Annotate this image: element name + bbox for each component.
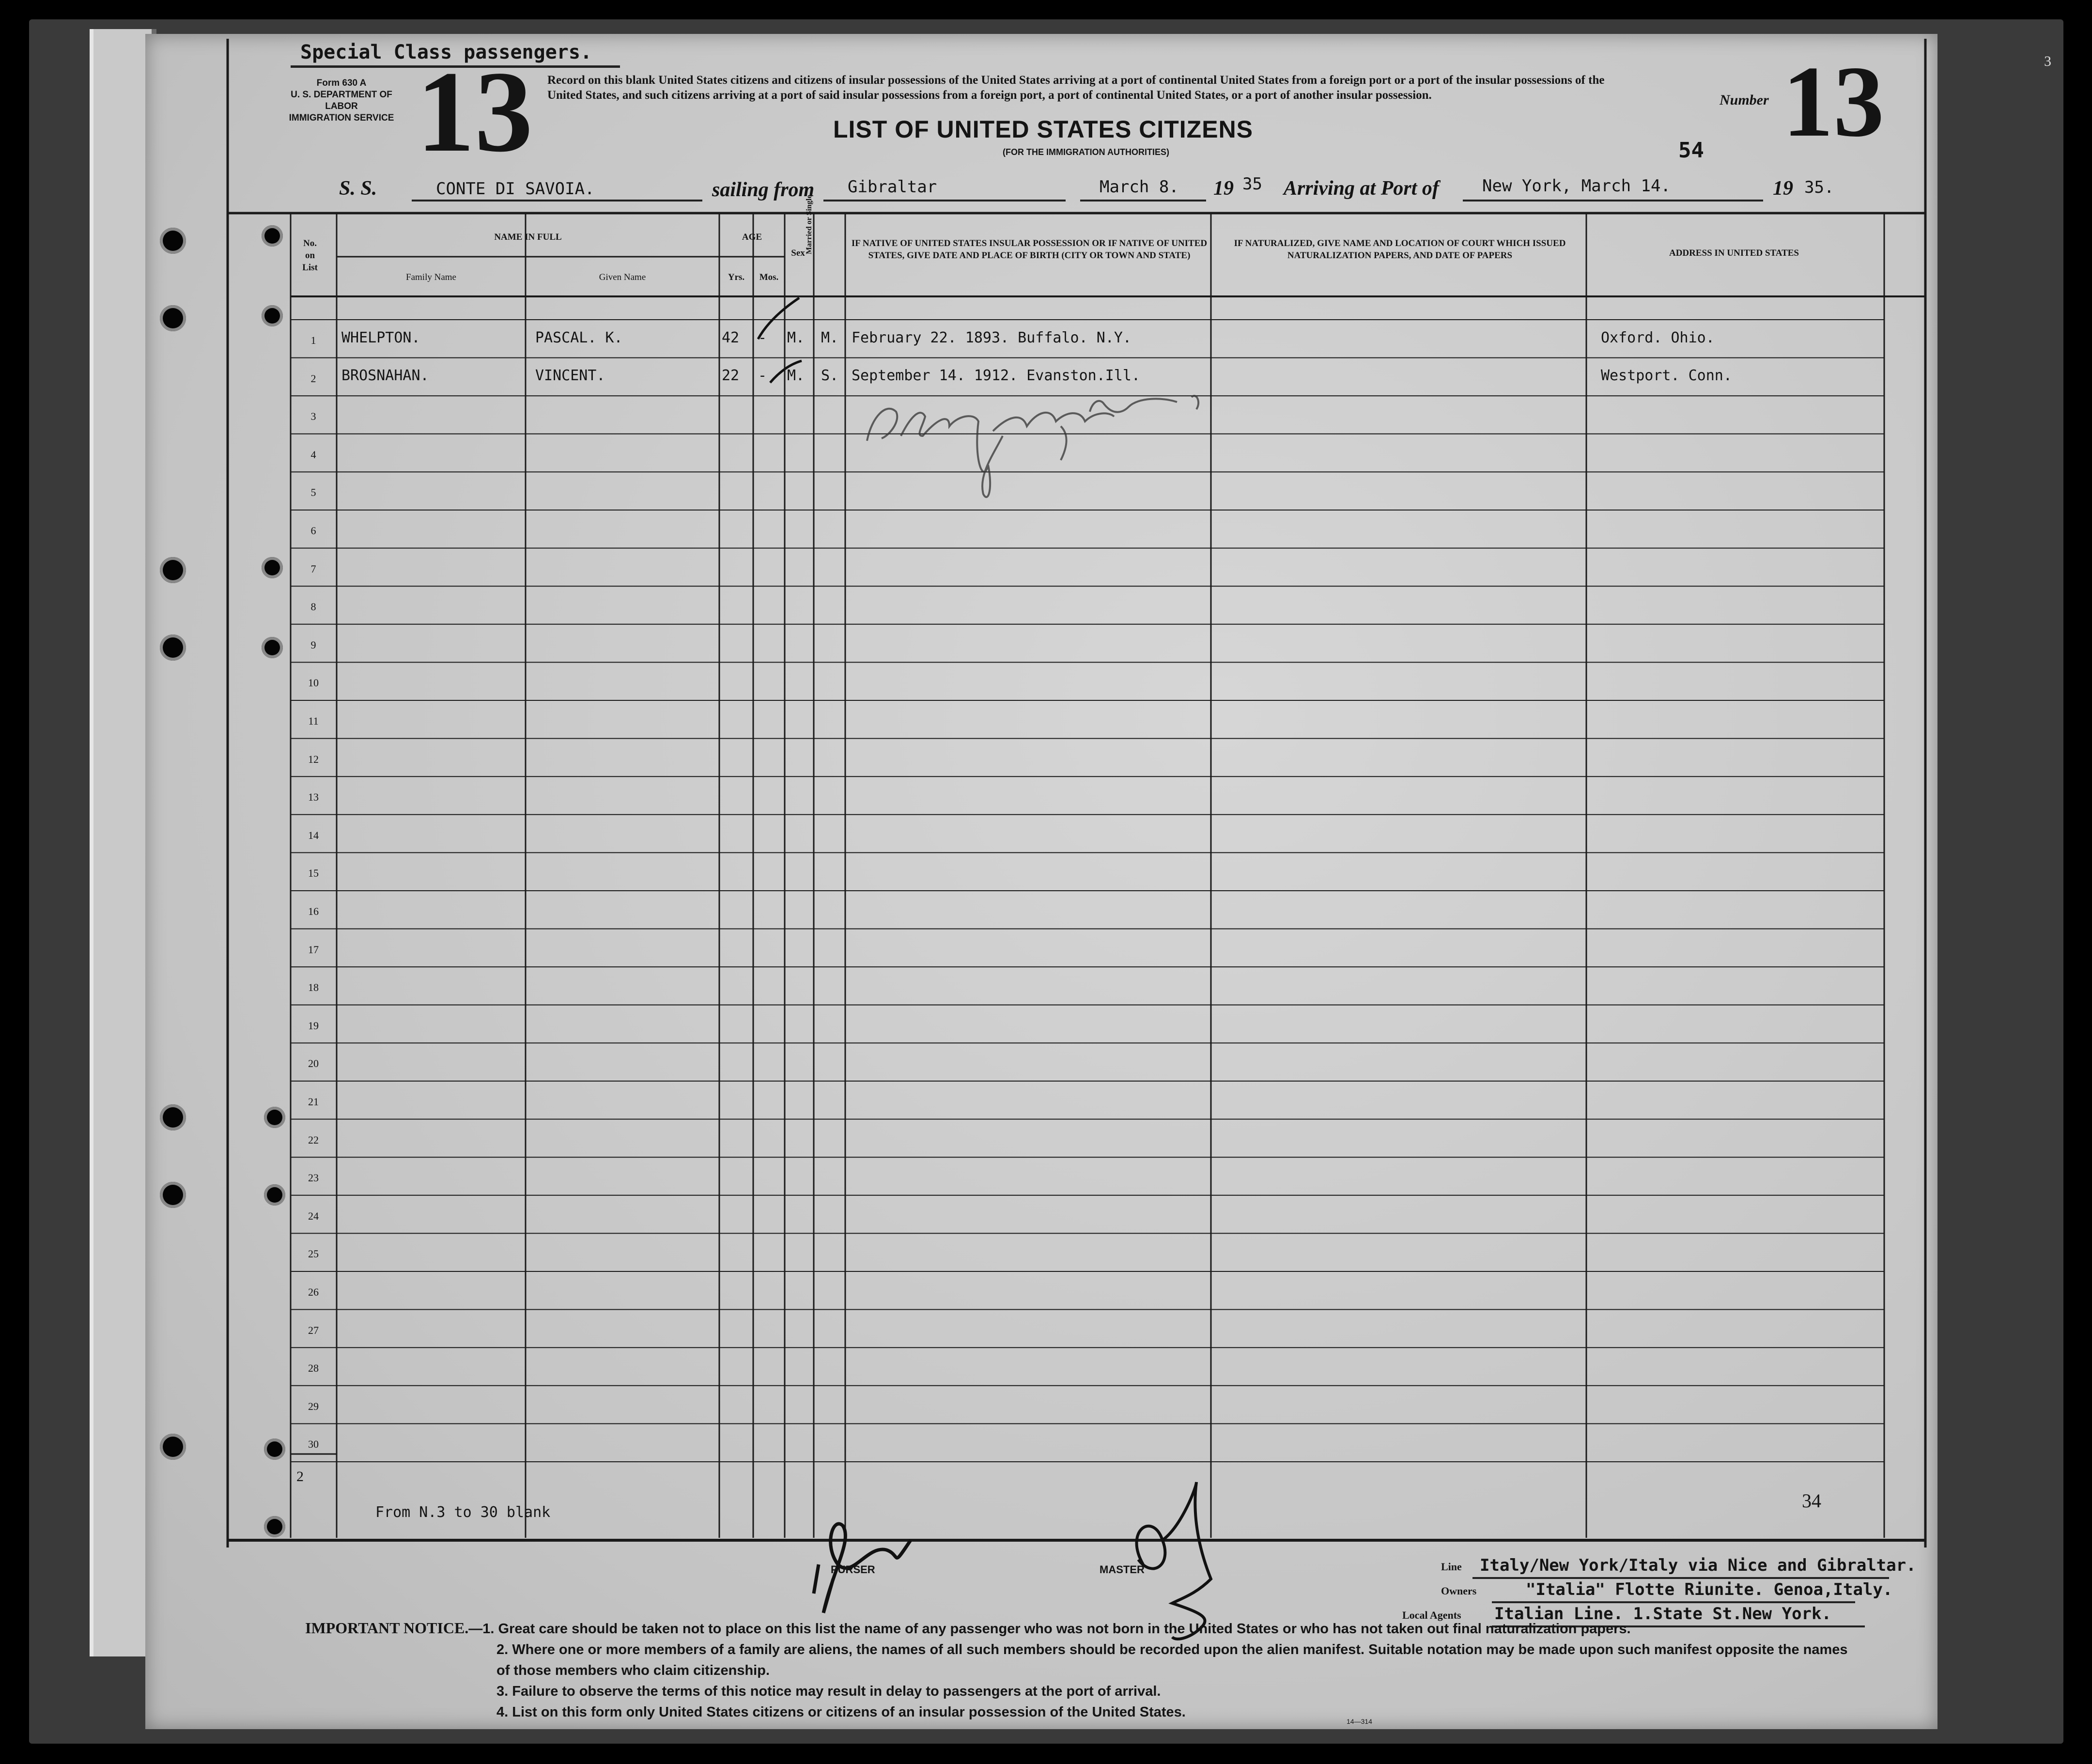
sex-cell: M. [787, 329, 805, 346]
row-number: 21 [308, 1096, 319, 1108]
year-prefix: 19 [1213, 177, 1234, 200]
row-number: 8 [310, 601, 316, 613]
row-number: 23 [308, 1172, 319, 1184]
arrival-year: 35. [1804, 178, 1834, 197]
header-no-on-list [291, 237, 329, 274]
binder-hole [264, 1107, 285, 1128]
sex-cell: M. [787, 367, 805, 384]
row-number: 17 [308, 943, 319, 956]
row-number: 13 [308, 791, 319, 804]
row-number: 14 [308, 829, 319, 841]
binder-hole [262, 637, 283, 658]
notice-item: 4. List on this form only United States citizens or citizens of an insular possession of the United States. [496, 1704, 1186, 1720]
binder-hole [262, 557, 283, 578]
row-number: 15 [308, 867, 319, 880]
family-name-cell: WHELPTON. [341, 329, 420, 346]
row-number: 10 [308, 677, 319, 689]
notice-heading: IMPORTANT NOTICE. [305, 1619, 469, 1637]
header-family-name: Family Name [406, 272, 456, 282]
row-number: 16 [308, 905, 319, 917]
blank-rows-note: From N.3 to 30 blank [375, 1504, 551, 1521]
line-label: Line [1441, 1561, 1462, 1573]
print-code: 14—314 [1347, 1718, 1372, 1725]
owners-underline [1492, 1601, 1855, 1603]
date-underline [1080, 200, 1206, 201]
line-underline [1472, 1577, 1889, 1579]
number-label: Number [1720, 92, 1769, 108]
row-number: 6 [310, 525, 316, 537]
row-number: 12 [308, 753, 319, 765]
binder-hole [264, 1516, 285, 1537]
sailing-label: sailing from [712, 179, 815, 201]
ss-label: S. S. [339, 177, 377, 200]
header-married-or-single: Married or Single [805, 195, 813, 254]
header-no-word: No. [303, 238, 317, 248]
port-underline [823, 200, 1066, 201]
department: U. S. DEPARTMENT OF LABOR [291, 90, 392, 111]
binder-hole [160, 305, 186, 331]
master-label: MASTER [1100, 1563, 1145, 1576]
purser-label: PURSER [831, 1563, 875, 1576]
row-number: 29 [308, 1400, 319, 1412]
list-number-right: 13 [1782, 46, 1884, 158]
arrival-year-prefix: 19 [1773, 177, 1793, 200]
row-number: 19 [308, 1019, 319, 1032]
row-number: 3 [310, 410, 316, 423]
family-name-cell: BROSNAHAN. [341, 367, 429, 384]
binder-hole [160, 228, 186, 254]
row-number: 5 [310, 486, 316, 499]
row-number: 4 [310, 448, 316, 461]
header-age-yrs: Yrs. [728, 272, 745, 282]
notice-item: 2. Where one or more members of a family are aliens, the names of all such members should be recorded upon the alien manifest. Suitable notation may be made upon such manifest opposite the names of those members who claim citizenship. [496, 1642, 1848, 1678]
row-number: 7 [310, 562, 316, 575]
binder-hole [160, 557, 186, 583]
age-yrs-cell: 42 [722, 329, 740, 346]
marital-status-cell: M. [821, 329, 839, 346]
row-number: 27 [308, 1324, 319, 1336]
age-yrs-cell: 22 [722, 367, 740, 384]
header-name-in-full: NAME IN FULL [494, 232, 562, 242]
manifest-page [145, 34, 1937, 1729]
corner-mark: 3 [2044, 53, 2051, 69]
owners-value: "Italia" Flotte Riunite. Genoa,Italy. [1526, 1580, 1893, 1599]
important-notice [305, 1618, 1855, 1723]
row-number: 26 [308, 1286, 319, 1298]
departure-port: Gibraltar [848, 177, 937, 197]
binder-hole [264, 1439, 285, 1460]
header-address: ADDRESS IN UNITED STATES [1669, 248, 1799, 258]
binder-hole [160, 1182, 186, 1208]
header-age: AGE [742, 232, 762, 242]
binder-hole [160, 1104, 186, 1130]
list-number-left: 13 [417, 47, 533, 176]
ship-name: CONTE DI SAVOIA. [436, 179, 595, 199]
class-note: Special Class passengers. [300, 41, 592, 63]
row-number: 24 [308, 1209, 319, 1222]
arrival-underline [1463, 200, 1763, 201]
row-number: 2 [310, 372, 316, 385]
line-value: Italy/New York/Italy via Nice and Gibraltar. [1480, 1556, 1916, 1575]
given-name-cell: VINCENT. [535, 367, 605, 384]
header-naturalized: IF NATURALIZED, GIVE NAME AND LOCATION OF COURT WHICH ISSUED NATURALIZATION PAPERS, AND DATE OF PAPERS [1234, 238, 1566, 261]
service: IMMIGRATION SERVICE [289, 113, 394, 123]
ship-underline [412, 200, 702, 201]
binder-hole [262, 225, 283, 247]
total-count: 2 [296, 1469, 304, 1485]
age-mos-cell: - [758, 329, 767, 346]
header-list-word: List [302, 263, 318, 273]
agents-label: Local Agents [1402, 1609, 1461, 1621]
owners-label: Owners [1441, 1585, 1477, 1597]
row-number: 9 [310, 638, 316, 651]
page-title: LIST OF UNITED STATES CITIZENS [833, 116, 1254, 143]
binder-hole [160, 634, 186, 661]
header-birth: IF NATIVE OF UNITED STATES INSULAR POSSESSION OR IF NATIVE OF UNITED STATES, GIVE DATE AND PLACE OF BIRTH (CITY OR TOWN AND STATE) [851, 238, 1208, 261]
row-number: 22 [308, 1133, 319, 1146]
arriving-label: Arriving at Port of [1284, 177, 1439, 200]
age-mos-cell: - [758, 367, 767, 384]
form-identifier [286, 77, 397, 124]
header-age-mos: Mos. [759, 272, 779, 282]
row-number: 18 [308, 981, 319, 994]
row-number: 25 [308, 1248, 319, 1260]
birth-cell: February 22. 1893. Buffalo. N.Y. [852, 329, 1131, 346]
arrival-port-date: New York, March 14. [1482, 176, 1671, 196]
row-number: 1 [310, 334, 316, 346]
notice-item: —1. Great care should be taken not to place on this list the name of any passenger who was not born in the United States or who has not taken out final naturalization papers. [468, 1621, 1631, 1637]
row-number: 20 [308, 1057, 319, 1070]
departure-year: 35 [1242, 174, 1262, 194]
header-on-word: on [305, 250, 315, 261]
binder-hole [262, 305, 283, 326]
header-given-name: Given Name [599, 272, 646, 282]
page-subtitle: (FOR THE IMMIGRATION AUTHORITIES) [1003, 147, 1169, 157]
address-cell: Oxford. Ohio. [1601, 329, 1715, 346]
row-number: 30 [308, 1438, 319, 1451]
page-number: 54 [1678, 138, 1704, 163]
sheet-mark: 34 [1802, 1490, 1821, 1512]
intro-text: Record on this blank United States citizens and citizens of insular possessions of the United States arriving at a port of continental United States from a foreign port or a port of the insular possessions of the United States, and such citizens arriving at a port of said insular possessions from a foreign port, a port of continental United States, or a port of another insular possession. [547, 74, 1605, 102]
row-number: 11 [308, 715, 319, 727]
agents-value: Italian Line. 1.State St.New York. [1494, 1604, 1831, 1624]
given-name-cell: PASCAL. K. [535, 329, 623, 346]
birth-cell: September 14. 1912. Evanston.Ill. [852, 367, 1141, 384]
binder-hole [160, 1434, 186, 1460]
form-number: Form 630 A [316, 78, 367, 88]
row-number: 28 [308, 1362, 319, 1375]
notice-item: 3. Failure to observe the terms of this notice may result in delay to passengers at the port of arrival. [496, 1684, 1161, 1699]
header-sex: Sex [791, 248, 805, 258]
marital-status-cell: S. [821, 367, 839, 384]
departure-date: March 8. [1100, 177, 1179, 197]
binder-hole [264, 1184, 285, 1206]
address-cell: Westport. Conn. [1601, 367, 1732, 384]
